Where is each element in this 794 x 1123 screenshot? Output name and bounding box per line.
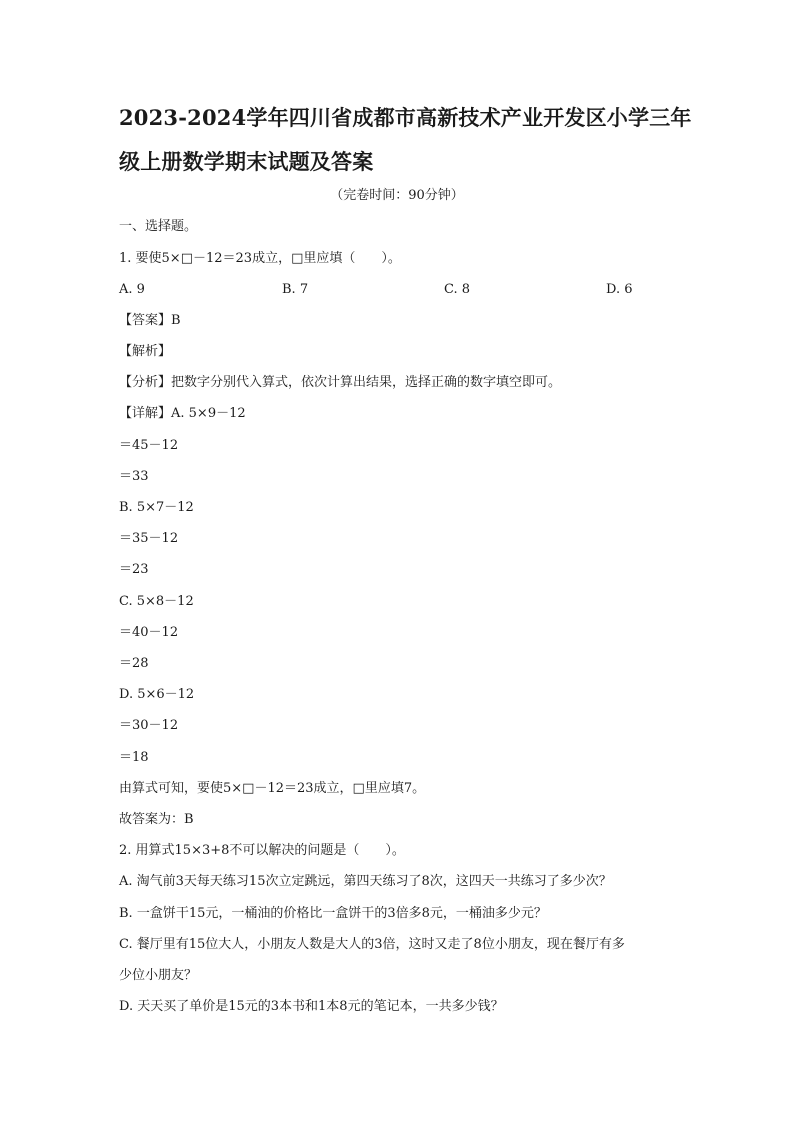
section-heading: 一、选择题。 [119,219,198,234]
question-1-detail-line: ＝18 [119,750,149,765]
question-2-option-c-continued: 少位小朋友？ [119,968,198,983]
question-1-detail-line: ＝30－12 [119,718,179,733]
question-1-final-answer: 故答案为：B [119,812,194,827]
question-1-option-c: C. 8 [444,282,471,297]
question-1-answer: 【答案】B [119,313,181,328]
question-1-detail-line: ＝35－12 [119,531,179,546]
question-1-option-d: D. 6 [606,282,633,297]
question-1-analysis: 【分析】把数字分别代入算式，依次计算出结果，选择正确的数字填空即可。 [119,375,562,390]
document-title-line-1: 2023-2024学年四川省成都市高新技术产业开发区小学三年 [119,105,692,130]
question-1-stem: 1. 要使5×□－12＝23成立，□里应填（ ）。 [119,251,401,266]
document-title-line-2: 级上册数学期末试题及答案 [119,149,374,174]
exam-time-note: （完卷时间：90分钟） [330,188,464,203]
question-2-stem: 2. 用算式15×3+8不可以解决的问题是（ ）。 [119,843,405,858]
question-1-detail-line: D. 5×6－12 [119,687,195,702]
question-1-detail-line: ＝45－12 [119,438,179,453]
question-1-option-a: A. 9 [119,282,145,297]
question-1-detail-line: ＝23 [119,562,149,577]
question-1-detail-line: ＝28 [119,656,149,671]
question-1-detail-line: ＝40－12 [119,625,179,640]
question-1-detail-line: C. 5×8－12 [119,594,194,609]
question-1-detail-line: 【详解】A. 5×9－12 [119,406,246,421]
question-2-option-a: A. 淘气前3天每天练习15次立定跳远，第四天练习了8次，这四天一共练习了多少次？ [119,874,612,889]
question-1-analysis-heading: 【解析】 [119,344,172,359]
question-1-detail-line: ＝33 [119,469,149,484]
question-2-option-c: C. 餐厅里有15位大人，小朋友人数是大人的3倍，这时又走了8位小朋友，现在餐厅有多 [119,937,625,952]
question-2-option-d: D. 天天买了单价是15元的3本书和1本8元的笔记本，一共多少钱？ [119,999,504,1014]
question-1-option-b: B. 7 [282,282,309,297]
question-1-conclusion: 由算式可知，要使5×□－12＝23成立，□里应填7。 [119,781,426,796]
question-2-option-b: B. 一盒饼干15元，一桶油的价格比一盒饼干的3倍多8元，一桶油多少元？ [119,906,547,921]
question-1-detail-line: B. 5×7－12 [119,500,194,515]
